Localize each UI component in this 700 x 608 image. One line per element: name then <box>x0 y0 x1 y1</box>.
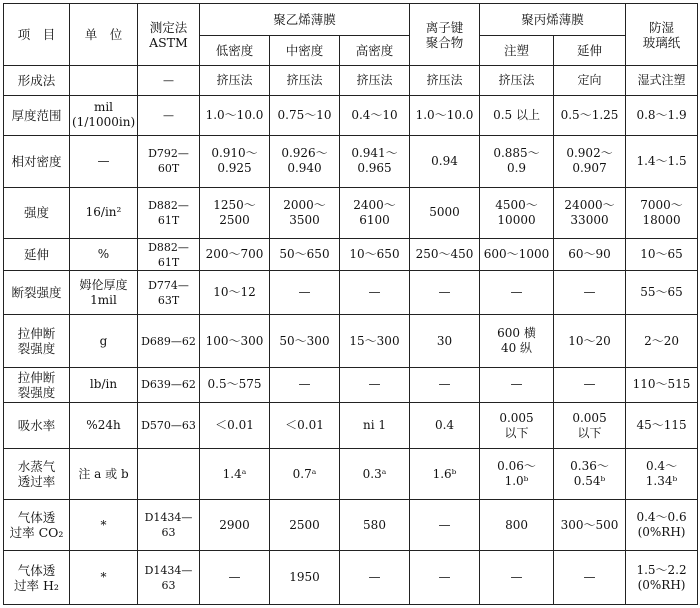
table-cell: ＜0.01 <box>270 402 340 448</box>
table-cell: 厚度范围 <box>4 95 70 135</box>
table-cell: mil (1/1000in) <box>70 95 138 135</box>
table-cell: 相对密度 <box>4 136 70 188</box>
table-row <box>4 271 698 315</box>
table-cell: — <box>410 499 480 551</box>
table-cell: 0.941～ 0.965 <box>340 136 410 188</box>
table-cell: 10～650 <box>340 239 410 271</box>
table-row <box>4 187 698 239</box>
table-cell: 0.4～ 1.34ᵇ <box>626 449 698 499</box>
table-cell: 300～500 <box>554 499 626 551</box>
header-pp-stretch: 延伸 <box>554 36 626 66</box>
table-cell: 0.8～1.9 <box>626 95 698 135</box>
table-cell: 0.885～ 0.9 <box>480 136 554 188</box>
table-cell: 挤压法 <box>410 66 480 96</box>
table-cell: 10～20 <box>554 315 626 368</box>
table-cell: 1.6ᵇ <box>410 449 480 499</box>
table-cell: — <box>480 551 554 605</box>
table-cell: — <box>200 551 270 605</box>
header-unit: 单 位 <box>70 4 138 66</box>
table-cell: 50～650 <box>270 239 340 271</box>
table-cell: 挤压法 <box>200 66 270 96</box>
table-cell: D774—63T <box>138 271 200 315</box>
table-row <box>4 449 698 499</box>
table-cell <box>70 66 138 96</box>
table-cell: 拉伸断 裂强度 <box>4 367 70 402</box>
table-cell: — <box>270 271 340 315</box>
table-cell: 0.005 以下 <box>554 402 626 448</box>
table-cell: 0.5 以上 <box>480 95 554 135</box>
header-ionomer: 离子键 聚合物 <box>410 4 480 66</box>
table-cell: 1.0～10.0 <box>410 95 480 135</box>
table-cell: 挤压法 <box>270 66 340 96</box>
table-cell: 0.5～575 <box>200 367 270 402</box>
table-row <box>4 239 698 271</box>
table-cell: — <box>138 95 200 135</box>
table-cell: 600 横 40 纵 <box>480 315 554 368</box>
table-cell: 5000 <box>410 187 480 239</box>
table-cell: 0.005 以下 <box>480 402 554 448</box>
table-row <box>4 66 698 96</box>
table-cell: 湿式注塑 <box>626 66 698 96</box>
table-cell: 注 a 或 b <box>70 449 138 499</box>
table-cell: 拉伸断 裂强度 <box>4 315 70 368</box>
table-cell: 0.902～ 0.907 <box>554 136 626 188</box>
table-cell: 2500 <box>270 499 340 551</box>
table-body <box>4 66 698 605</box>
table-cell: — <box>554 271 626 315</box>
table-cell: 7000～ 18000 <box>626 187 698 239</box>
header-row-1 <box>4 4 698 36</box>
header-pe-low-density: 低密度 <box>200 36 270 66</box>
table-cell: 0.910～ 0.925 <box>200 136 270 188</box>
table-row <box>4 136 698 188</box>
table-cell: 气体透 过率 H₂ <box>4 551 70 605</box>
table-cell <box>138 449 200 499</box>
header-pp-film: 聚丙烯薄膜 <box>480 4 626 36</box>
header-pp-injection: 注塑 <box>480 36 554 66</box>
table-cell: 800 <box>480 499 554 551</box>
table-cell: 1.5～2.2 (0%RH) <box>626 551 698 605</box>
table-cell: 10～65 <box>626 239 698 271</box>
table-cell: 0.4～10 <box>340 95 410 135</box>
table-cell: 断裂强度 <box>4 271 70 315</box>
table-cell: — <box>410 367 480 402</box>
properties-table <box>3 3 698 605</box>
table-cell: 1950 <box>270 551 340 605</box>
header-pe-high-density: 高密度 <box>340 36 410 66</box>
table-row <box>4 315 698 368</box>
table-cell: — <box>480 367 554 402</box>
table-cell: ＜0.01 <box>200 402 270 448</box>
table-cell: 10～12 <box>200 271 270 315</box>
table-cell: D792—60T <box>138 136 200 188</box>
table-cell: D1434—63 <box>138 499 200 551</box>
table-cell: 延伸 <box>4 239 70 271</box>
table-cell: — <box>554 367 626 402</box>
table-cell: 580 <box>340 499 410 551</box>
table-cell: 气体透 过率 CO₂ <box>4 499 70 551</box>
table-cell: 50～300 <box>270 315 340 368</box>
table-cell: g <box>70 315 138 368</box>
header-moisture-proof-cellophane: 防湿 玻璃纸 <box>626 4 698 66</box>
table-cell: 挤压法 <box>340 66 410 96</box>
table-cell: 0.926～ 0.940 <box>270 136 340 188</box>
table-cell: 1250～ 2500 <box>200 187 270 239</box>
table-cell: 0.4～0.6 (0%RH) <box>626 499 698 551</box>
table-cell: — <box>270 367 340 402</box>
table-cell: — <box>340 551 410 605</box>
table-cell: 55～65 <box>626 271 698 315</box>
table-cell: 强度 <box>4 187 70 239</box>
table-cell: — <box>480 271 554 315</box>
table-cell: 2000～ 3500 <box>270 187 340 239</box>
table-cell: 定向 <box>554 66 626 96</box>
table-cell: 挤压法 <box>480 66 554 96</box>
table-cell: 110～515 <box>626 367 698 402</box>
table-cell: 2900 <box>200 499 270 551</box>
table-cell: — <box>410 271 480 315</box>
table-cell: 2400～ 6100 <box>340 187 410 239</box>
table-cell: 24000～ 33000 <box>554 187 626 239</box>
table-cell: lb/in <box>70 367 138 402</box>
header-pe-film: 聚乙烯薄膜 <box>200 4 410 36</box>
table-cell: D689—62 <box>138 315 200 368</box>
table-cell: 250～450 <box>410 239 480 271</box>
table-cell: 60～90 <box>554 239 626 271</box>
table-cell: 100～300 <box>200 315 270 368</box>
table-cell: 1.4ᵃ <box>200 449 270 499</box>
table-cell: 1.4～1.5 <box>626 136 698 188</box>
table-cell: — <box>410 551 480 605</box>
table-cell: — <box>340 367 410 402</box>
table-cell: 4500～ 10000 <box>480 187 554 239</box>
header-item: 项 目 <box>4 4 70 66</box>
table-row <box>4 95 698 135</box>
table-cell: D639—62 <box>138 367 200 402</box>
table-cell: 0.3ᵃ <box>340 449 410 499</box>
table-cell: — <box>340 271 410 315</box>
table-cell: 45～115 <box>626 402 698 448</box>
table-cell: 2～20 <box>626 315 698 368</box>
table-cell: 0.06～ 1.0ᵇ <box>480 449 554 499</box>
table-cell: % <box>70 239 138 271</box>
table-cell: 0.94 <box>410 136 480 188</box>
table-cell: 0.5～1.25 <box>554 95 626 135</box>
table-cell: 200～700 <box>200 239 270 271</box>
table-cell: 15～300 <box>340 315 410 368</box>
table-cell: — <box>70 136 138 188</box>
header-method: 测定法 ASTM <box>138 4 200 66</box>
table-cell: 吸水率 <box>4 402 70 448</box>
table-cell: — <box>554 551 626 605</box>
table-cell: 30 <box>410 315 480 368</box>
table-row <box>4 367 698 402</box>
table-cell: ni 1 <box>340 402 410 448</box>
table-cell: D570—63 <box>138 402 200 448</box>
table-cell: * <box>70 551 138 605</box>
table-cell: 0.4 <box>410 402 480 448</box>
table-cell: 水蒸气 透过率 <box>4 449 70 499</box>
table-cell: 16/in² <box>70 187 138 239</box>
table-cell: — <box>138 66 200 96</box>
table-cell: %24h <box>70 402 138 448</box>
table-cell: D882—61T <box>138 239 200 271</box>
table-cell: 姆伦厚度 1mil <box>70 271 138 315</box>
table-cell: 0.36～ 0.54ᵇ <box>554 449 626 499</box>
table-row <box>4 402 698 448</box>
table-cell: 600～1000 <box>480 239 554 271</box>
header-pe-medium-density: 中密度 <box>270 36 340 66</box>
table-cell: 1.0～10.0 <box>200 95 270 135</box>
table-cell: 0.7ᵃ <box>270 449 340 499</box>
table-row <box>4 499 698 551</box>
table-cell: 0.75～10 <box>270 95 340 135</box>
table-cell: D882—61T <box>138 187 200 239</box>
table-cell: 形成法 <box>4 66 70 96</box>
table-row <box>4 551 698 605</box>
table-cell: * <box>70 499 138 551</box>
table-cell: D1434—63 <box>138 551 200 605</box>
